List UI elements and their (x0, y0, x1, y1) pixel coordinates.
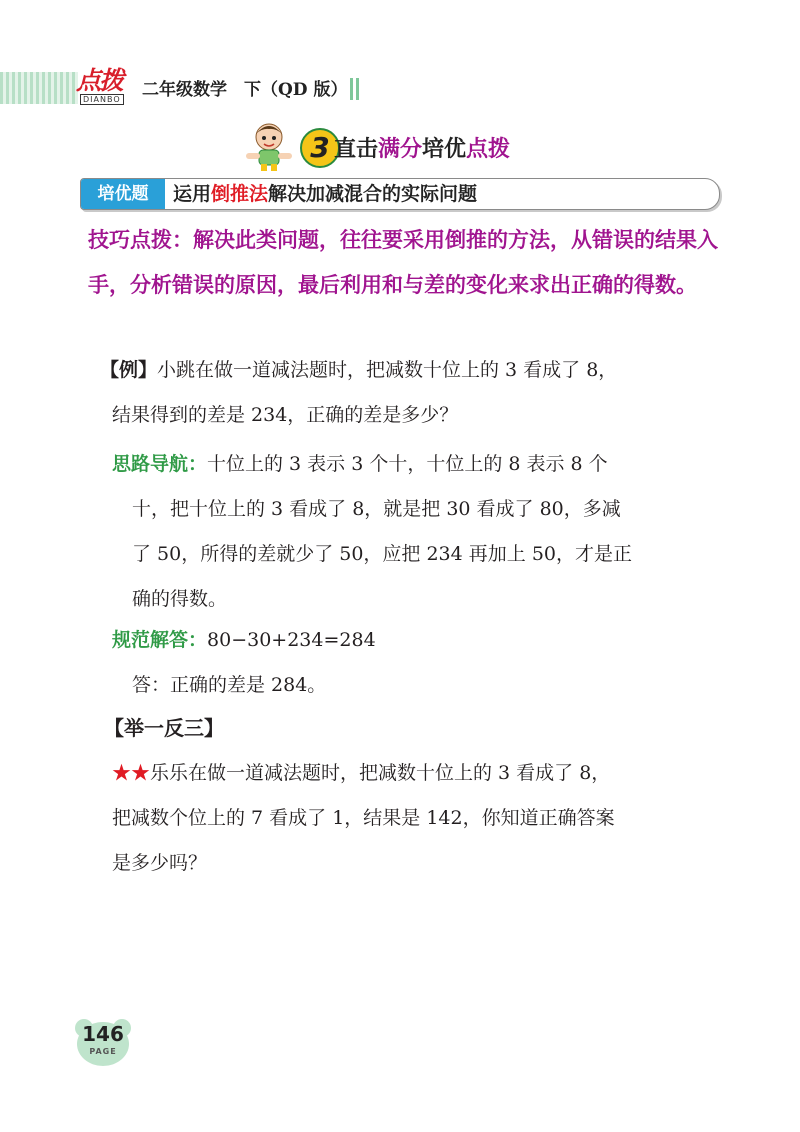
logo-main-text: 点拨 (76, 66, 123, 95)
tip-paragraph (88, 218, 728, 308)
page-number-badge (72, 1016, 134, 1068)
section-number-badge: 3 (300, 128, 340, 168)
solution-label: 规范解答： (112, 629, 208, 651)
logo-sub-text: DIANBO (80, 94, 124, 105)
practice-line-1: ★★乐乐在做一道减法题时，把减数十位上的 3 看成了 8， (112, 762, 611, 784)
section-title-text: 直击满分培优点拨 (334, 137, 511, 162)
example-tag: 【例】 (100, 359, 158, 381)
solution-formula: 80−30+234=284 (207, 629, 376, 651)
brand-logo (76, 66, 138, 106)
guide-line-1: 思路导航：十位上的 3 表示 3 个十，十位上的 8 表示 8 个 (112, 453, 608, 475)
guide-label: 思路导航： (112, 453, 208, 475)
practice-heading: 【举一反三】 (104, 716, 224, 740)
tip-label: 技巧点拨： (88, 228, 193, 252)
solution-line (112, 618, 376, 663)
page-label: PAGE (89, 1047, 117, 1056)
difficulty-stars: ★★ (112, 762, 151, 784)
practice-line-3: 是多少吗？ (112, 852, 208, 874)
header-decor-band (0, 72, 78, 104)
topic-text: 运用倒推法解决加减混合的实际问题 (173, 183, 478, 205)
solution-answer: 答：正确的差是 284。 (132, 674, 327, 696)
tip-text: 解决此类问题，往往要采用倒推的方法，从错误的结果入手，分析错误的原因，最后利用和与差的变化来求出正确的得数。 (88, 228, 718, 297)
header-bars-decor (350, 78, 360, 100)
page-number: 146 (82, 1022, 124, 1046)
practice-line-2: 把减数个位上的 7 看成了 1，结果是 142，你知道正确答案 (112, 807, 615, 829)
section-title (238, 120, 578, 172)
guide-line-4: 确的得数。 (132, 588, 228, 610)
guide-line-3: 了 50，所得的差就少了 50，应把 234 再加上 50，才是正 (132, 543, 632, 565)
topic-bar (80, 178, 720, 210)
guide-line-2: 十，把十位上的 3 看成了 8，就是把 30 看成了 80，多减 (132, 498, 621, 520)
book-title: 二年级数学 下（QD 版） (142, 80, 348, 100)
topic-tag: 培优题 (81, 179, 165, 209)
mascot-boy-icon (238, 120, 300, 172)
example-line-1: 【例】小跳在做一道减法题时，把减数十位上的 3 看成了 8， (100, 359, 618, 381)
example-line-2: 结果得到的差是 234，正确的差是多少？ (112, 404, 459, 426)
